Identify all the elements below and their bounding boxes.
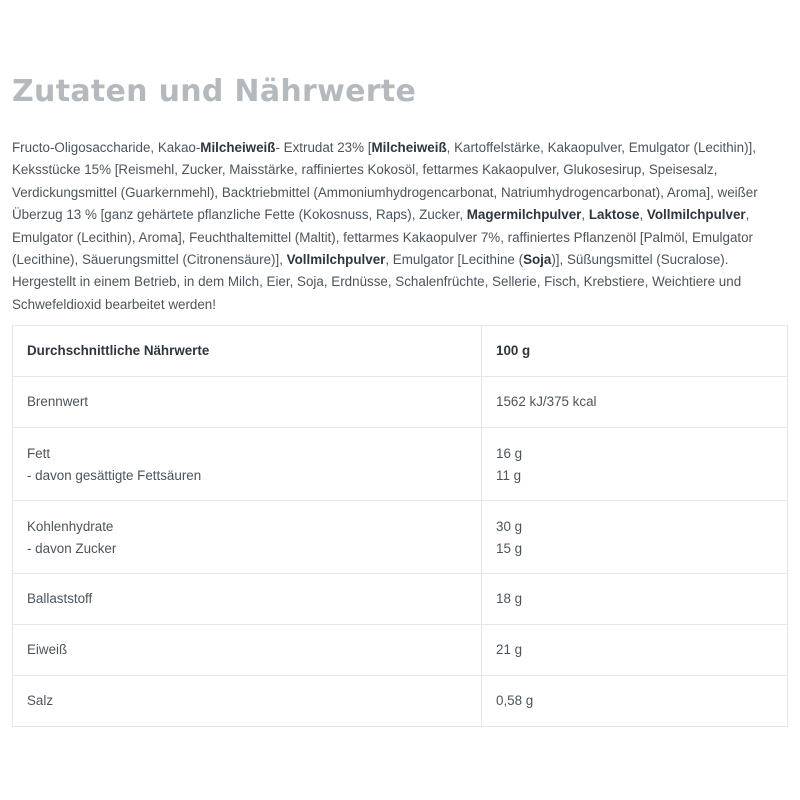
nutrient-value-cell bbox=[482, 377, 788, 428]
ingredient-segment: Fructo-Oligosaccharide, Kakao- bbox=[12, 140, 201, 155]
nutrient-value: 15 g bbox=[496, 541, 523, 556]
nutrient-value: 30 g bbox=[496, 518, 523, 534]
nutrient-value-cell bbox=[482, 676, 788, 727]
nutrition-table-header bbox=[13, 326, 788, 377]
ingredient-segment: - Extrudat 23% [ bbox=[275, 140, 372, 155]
nutrient-name-cell bbox=[13, 676, 482, 727]
ingredient-segment: , bbox=[639, 207, 647, 223]
allergen-highlight: Magermilchpulver bbox=[466, 207, 582, 223]
ingredients-text bbox=[12, 137, 788, 316]
table-row bbox=[13, 501, 788, 574]
nutrient-name-cell bbox=[13, 501, 482, 574]
nutrition-table bbox=[12, 325, 788, 727]
nutrient-value: 1562 kJ/375 kcal bbox=[496, 393, 597, 409]
nutrient-name: Brennwert bbox=[27, 393, 89, 409]
nutrient-name: Eiweiß bbox=[27, 641, 68, 657]
table-row bbox=[13, 625, 788, 676]
nutrient-name-cell bbox=[13, 574, 482, 625]
allergen-highlight: Vollmilchpulver bbox=[646, 207, 746, 223]
header-label: Durchschnittliche Nährwerte bbox=[13, 326, 482, 377]
nutrient-name-cell bbox=[13, 428, 482, 501]
nutrient-value: 0,58 g bbox=[496, 692, 534, 708]
nutrient-value-cell bbox=[482, 428, 788, 501]
nutrient-value: 11 g bbox=[496, 468, 522, 483]
allergen-highlight: Milcheiweiß bbox=[200, 140, 276, 155]
nutrient-name-cell bbox=[13, 377, 482, 428]
allergen-highlight: Soja bbox=[523, 252, 552, 268]
nutrient-name: Ballaststoff bbox=[27, 590, 93, 606]
nutrition-table-body bbox=[13, 377, 788, 727]
nutrient-value-cell bbox=[482, 501, 788, 574]
nutrient-value: 16 g bbox=[496, 445, 523, 461]
table-row bbox=[13, 428, 788, 501]
header-value: 100 g bbox=[482, 326, 788, 377]
page-title: Zutaten und Nährwerte bbox=[12, 74, 417, 109]
ingredient-segment: , Emulgator (Lecithin), Aroma], Feuchthaltemittel (Maltit), fettarmes Kakaopulver 7%, raffiniertes Pflanzenöl [Palmöl, Emulgator (Lecithine), Säuerungsmittel (Citronensäure)], bbox=[12, 207, 754, 268]
nutrient-subname: - davon gesättigte Fettsäuren bbox=[27, 468, 202, 483]
table-row bbox=[13, 377, 788, 428]
table-row bbox=[13, 676, 788, 727]
allergen-highlight: Vollmilchpulver bbox=[286, 252, 386, 268]
allergen-highlight: Milcheiweiß bbox=[371, 140, 447, 155]
nutrient-value-cell bbox=[482, 574, 788, 625]
nutrient-name: Fett bbox=[27, 445, 51, 461]
ingredient-segment: )], Süßungsmittel (Sucralose). Hergestellt in einem Betrieb, in dem Milch, Eier, Soja, Erdnüsse, Schalenfrüchte, Sellerie, Fisch, Krebstiere, Weichtiere und Schwefeldioxid bearbeitet werden! bbox=[12, 252, 742, 312]
ingredient-segment: , Kartoffelstärke, Kakaopulver, Emulgator (Lecithin)], Keksstücke 15% [Reismehl, Zucker, Maisstärke, raffiniertes Kokosöl, fettarmes Kakaopulver, Glukosesirup, Speisesalz, Verdickungsmittel (Guarkernmehl), Backtriebmittel (Ammoniumhydrogencarbonat, Natriumhydrogencarbonat), Aroma], weißer Überzug 13 % [ganz gehärtete pflanzliche Fette (Kokosnuss, Raps), Zucker, bbox=[12, 140, 758, 223]
allergen-highlight: Laktose bbox=[588, 207, 640, 223]
nutrient-subname: - davon Zucker bbox=[27, 541, 117, 556]
nutrient-value: 18 g bbox=[496, 590, 523, 606]
table-row bbox=[13, 574, 788, 625]
nutrient-value-cell bbox=[482, 625, 788, 676]
ingredient-segment: , bbox=[581, 207, 589, 223]
nutrient-name: Kohlenhydrate bbox=[27, 518, 114, 534]
nutrient-name: Salz bbox=[27, 692, 54, 708]
nutrient-value: 21 g bbox=[496, 641, 523, 657]
ingredient-segment: , Emulgator [Lecithine ( bbox=[385, 252, 524, 268]
nutrient-name-cell bbox=[13, 625, 482, 676]
